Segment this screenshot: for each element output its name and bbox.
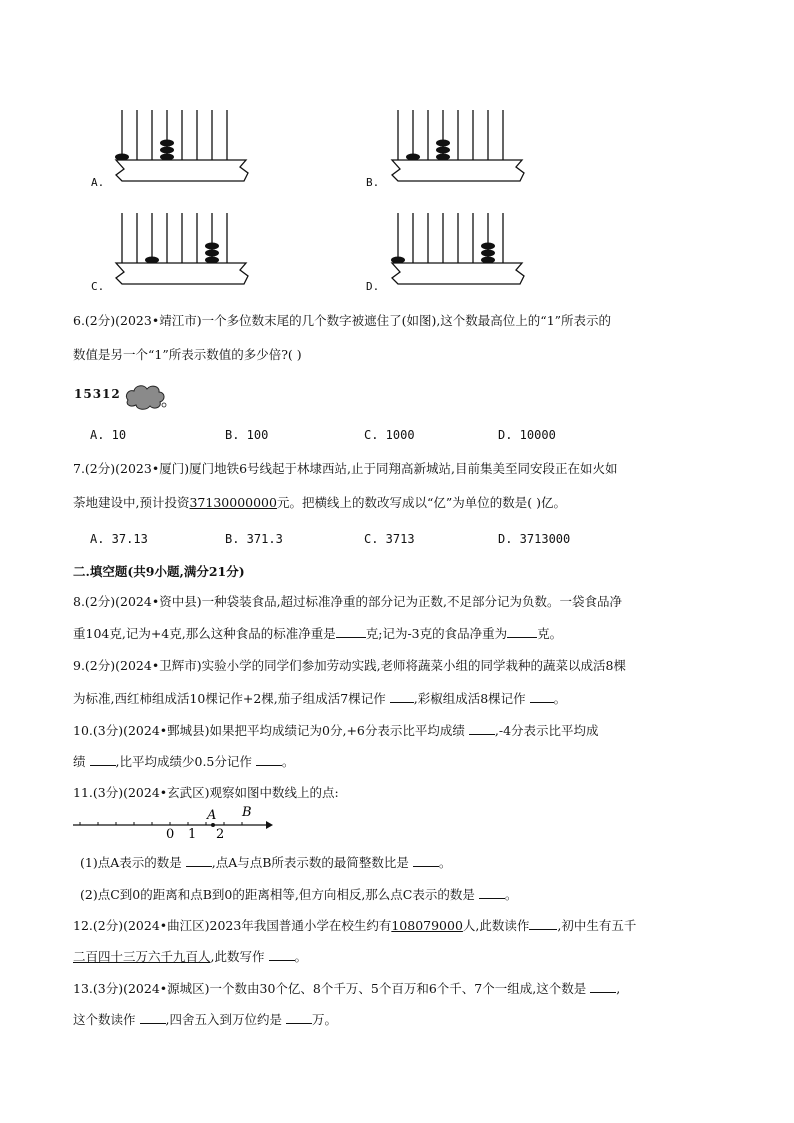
abacus-bead: [406, 154, 420, 161]
abacus-bead: [481, 250, 495, 257]
q9-line1: 9.(2分)(2024•卫辉市)实验小学的同学们参加劳动实践,老师将蔬菜小组的同学栽种的蔬菜以成活8棵: [73, 658, 626, 673]
q13-text: 13.(3分)(2024•源城区)一个数由30个亿、8个千万、5个百万和6个千、7个一组成,这个数是: [73, 981, 587, 996]
cloud-icon: [122, 382, 168, 412]
q9-text: ,彩椒组成活8棵记作: [413, 691, 526, 706]
answer-blank[interactable]: [590, 980, 616, 993]
q12-underlined-words: 二百四十三万六千九百人: [73, 949, 211, 964]
q11-text: (2)点C到0的距离和点B到0的距离相等,但方向相反,那么点C表示的数是: [80, 887, 475, 902]
answer-blank[interactable]: [530, 690, 554, 703]
abacus-bead: [160, 154, 174, 161]
q10-text: 10.(3分)(2024•鄄城县)如果把平均成绩记为0分,+6分表示比平均成绩: [73, 723, 465, 738]
q5-option-c-label: C.: [91, 280, 105, 293]
q8-text: 克。: [537, 626, 563, 641]
abacus-bead: [481, 257, 495, 264]
q5-option-d-label: D.: [366, 280, 380, 293]
q7-line2: [73, 495, 566, 511]
abacus-bead: [391, 257, 405, 264]
q8-text: 重104克,记为+4克,那么这种食品的标准净重是: [73, 626, 336, 641]
q10-text: ,-4分表示比平均成: [494, 723, 599, 738]
abacus-bead: [115, 154, 129, 161]
abacus-c: [108, 208, 258, 288]
q6-option-d: D. 10000: [498, 428, 556, 442]
q6-line2: 数值是另一个“1”所表示数值的多少倍?( ): [73, 347, 302, 362]
q12-text: ,初中生有五千: [557, 918, 637, 933]
answer-blank[interactable]: [286, 1011, 312, 1024]
q7-line2-pre: 荼地建设中,预计投资: [73, 495, 190, 510]
q11-text: ,点A与点B所表示数的最简整数比是: [211, 855, 409, 870]
abacus-bead: [436, 154, 450, 161]
tick-label-1: 1: [188, 827, 197, 840]
q6-line1: 6.(2分)(2023•靖江市)一个多位数末尾的几个数字被遮住了(如图),这个数最高位上的“1”所表示的: [73, 313, 612, 328]
q8-line2: [73, 625, 562, 642]
answer-blank[interactable]: [390, 690, 414, 703]
q11-text: 。: [504, 887, 518, 902]
answer-blank[interactable]: [469, 722, 495, 735]
abacus-bead: [481, 243, 495, 250]
abacus-bead: [145, 257, 159, 264]
q10-text: 。: [281, 754, 295, 769]
abacus-bead: [205, 250, 219, 257]
q11-text: 。: [438, 855, 452, 870]
q7-underlined-number: 37130000000: [189, 495, 277, 510]
abacus-b: [384, 105, 534, 185]
abacus-bead: [436, 147, 450, 154]
q13-text: ,: [616, 981, 621, 996]
q5-option-b-label: B.: [366, 176, 380, 189]
q13-text: ,四舍五入到万位约是: [165, 1012, 282, 1027]
q9-text: 为标准,西红柿组成活10棵记作+2棵,茄子组成活7棵记作: [73, 691, 386, 706]
answer-blank[interactable]: [479, 886, 505, 899]
q7-option-d: D. 3713000: [498, 532, 571, 546]
tick-label-2: 2: [216, 827, 225, 840]
q13-line1: [73, 980, 620, 997]
abacus-bead: [205, 243, 219, 250]
q12-line1: [73, 917, 636, 934]
point-a-label: A: [207, 808, 217, 823]
tick-label-0: 0: [166, 827, 175, 840]
q7-option-b: B. 371.3: [225, 532, 283, 546]
point-a-dot: [211, 823, 215, 827]
q7-option-a: A. 37.13: [90, 532, 148, 546]
q12-text: 人,此数读作: [462, 918, 530, 933]
q12-underlined-number: 108079000: [391, 918, 463, 933]
q13-text: 这个数读作: [73, 1012, 136, 1027]
q10-text: ,比平均成绩少0.5分记作: [115, 754, 252, 769]
abacus-bead: [205, 257, 219, 264]
abacus-bead: [160, 147, 174, 154]
abacus-bead: [160, 140, 174, 147]
q6-option-b: B. 100: [225, 428, 269, 442]
q9-line2: [73, 690, 566, 707]
q8-text: 克;记为-3克的食品净重为: [365, 626, 508, 641]
q8-line1: 8.(2分)(2024•资中县)一种袋装食品,超过标准净重的部分记为正数,不足部分记为负数。一袋食品净: [73, 594, 623, 609]
answer-blank[interactable]: [186, 854, 212, 867]
q11-sub2: [80, 885, 517, 903]
q7-option-c: C. 3713: [364, 532, 415, 546]
abacus-a: [108, 105, 258, 185]
q11-text: (1)点A表示的数是: [80, 855, 182, 870]
answer-blank[interactable]: [90, 753, 116, 766]
q12-text: 12.(2分)(2024•曲江区)2023年我国普通小学在校生约有: [73, 918, 392, 933]
q11-line1: 11.(3分)(2024•玄武区)观察如图中数线上的点:: [73, 785, 339, 800]
answer-blank[interactable]: [529, 917, 557, 930]
answer-blank[interactable]: [256, 753, 282, 766]
q12-text: 。: [294, 949, 308, 964]
q6-number: 15312: [74, 387, 121, 401]
q13-text: 万。: [312, 1012, 338, 1027]
answer-blank[interactable]: [140, 1011, 166, 1024]
q7-line2-post: 元。把横线上的数改写成以“亿”为单位的数是( )亿。: [276, 495, 566, 510]
q12-text: ,此数写作: [210, 949, 265, 964]
q10-line2: [73, 753, 294, 770]
q9-text: 。: [553, 691, 567, 706]
abacus-bead: [436, 140, 450, 147]
section-title: 二.填空题(共9小题,满分21分): [73, 564, 245, 579]
number-line: [70, 806, 280, 840]
q11-sub1: [80, 853, 451, 871]
q13-line2: [73, 1011, 337, 1028]
answer-blank[interactable]: [413, 854, 439, 867]
q5-option-a-label: A.: [91, 176, 105, 189]
q7-line1: 7.(2分)(2023•厦门)厦门地铁6号线起于林埭西站,止于同翔高新城站,目前集美至同安段正在如火如: [73, 461, 618, 476]
answer-blank[interactable]: [269, 948, 295, 961]
answer-blank[interactable]: [507, 625, 537, 638]
q10-text: 绩: [73, 754, 86, 769]
q12-line2: [73, 948, 307, 965]
abacus-d: [384, 208, 534, 288]
q6-option-c: C. 1000: [364, 428, 415, 442]
answer-blank[interactable]: [336, 625, 366, 638]
point-b-label: B: [242, 806, 252, 820]
q6-option-a: A. 10: [90, 428, 127, 442]
q10-line1: [73, 722, 599, 739]
